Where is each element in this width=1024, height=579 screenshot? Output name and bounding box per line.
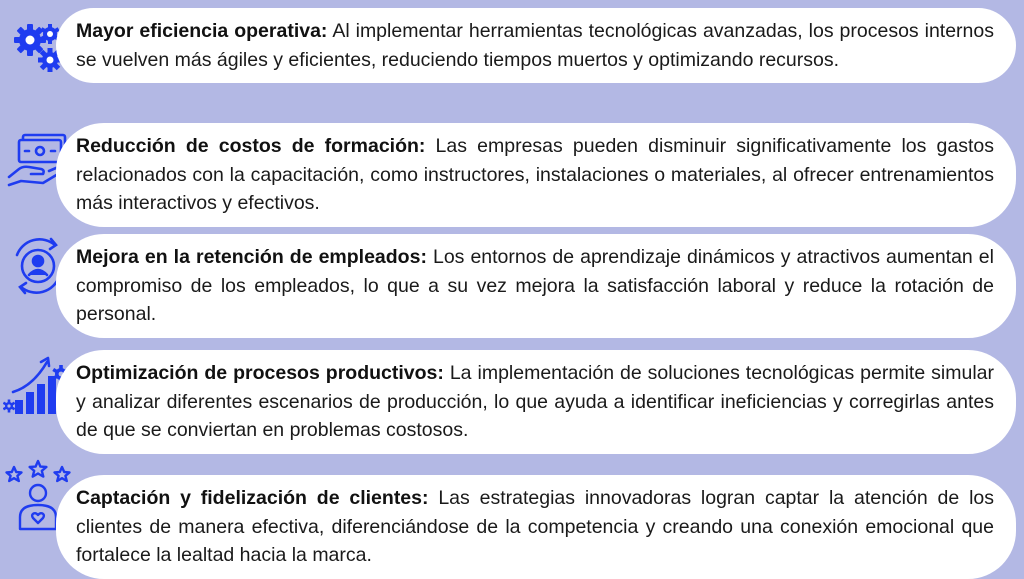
benefit-card <box>56 234 1016 338</box>
benefit-card <box>56 123 1016 227</box>
benefit-title: Captación y fidelización de clientes: <box>76 487 429 509</box>
benefit-body: Al implementar herramientas tecnológicas avanzadas, los procesos internos se vuelven más ágiles y eficientes, reduciendo tiempos muertos y optimizando recursos. <box>76 20 994 71</box>
benefit-title: Mejora en la retención de empleados: <box>76 246 427 268</box>
benefit-card <box>56 350 1016 454</box>
benefit-title: Mayor eficiencia operativa: <box>76 20 328 42</box>
benefit-body: La implementación de soluciones tecnológicas permite simular y analizar diferentes escenarios de producción, lo que ayuda a identificar ineficiencias y corregirlas antes de que se conviertan en problemas costosos. <box>76 362 994 441</box>
benefit-card <box>56 8 1016 83</box>
benefit-text <box>76 484 994 570</box>
benefit-card <box>56 475 1016 579</box>
benefit-text <box>76 132 994 218</box>
benefit-body: Las empresas pueden disminuir significativamente los gastos relacionados con la capacitación, como instructores, instalaciones o materiales, al ofrecer entrenamientos más interactivos y efectivos. <box>76 135 994 214</box>
benefit-body: Las estrategias innovadoras logran captar la atención de los clientes de manera efectiva, diferenciándose de la competencia y creando una conexión emocional que fortalece la lealtad hacia la marca. <box>76 487 994 566</box>
benefit-title: Optimización de procesos productivos: <box>76 362 444 384</box>
benefit-text <box>76 359 994 445</box>
benefit-body: Los entornos de aprendizaje dinámicos y atractivos aumentan el compromiso de los empleados, lo que a su vez mejora la satisfacción laboral y reduce la rotación de personal. <box>76 246 994 325</box>
benefit-text <box>76 17 994 74</box>
benefit-title: Reducción de costos de formación: <box>76 135 426 157</box>
benefit-text <box>76 243 994 329</box>
